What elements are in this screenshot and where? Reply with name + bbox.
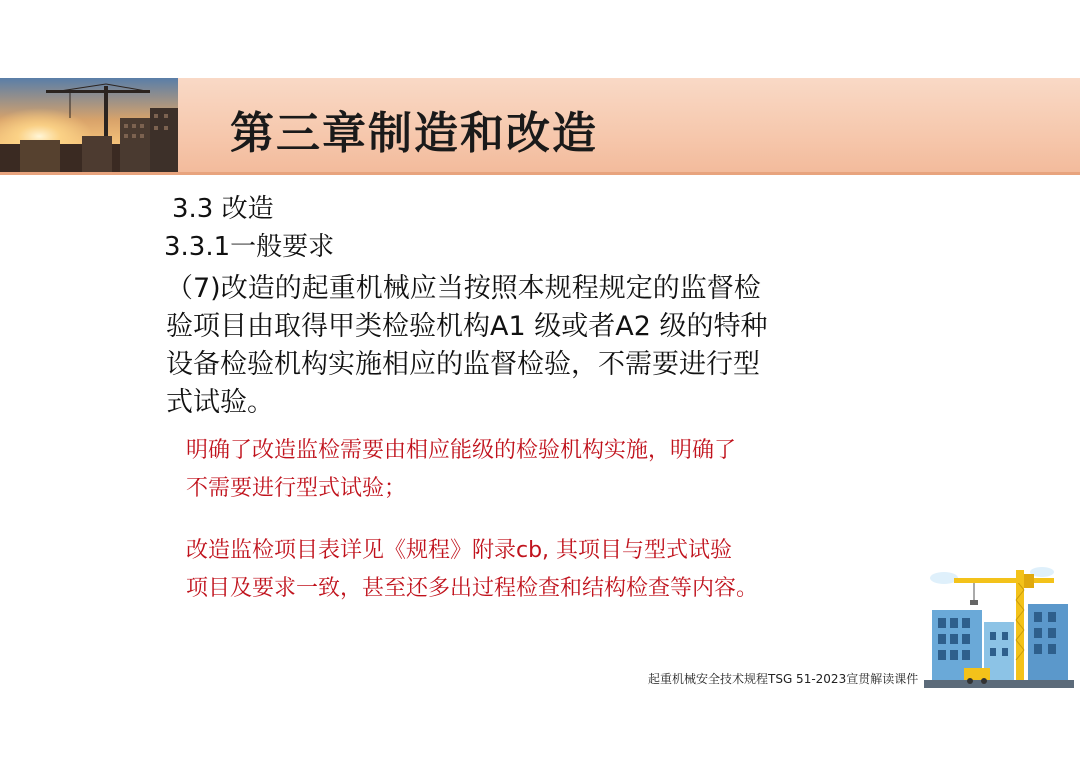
interpretation-note-1 [186, 432, 886, 508]
crane-building-illustration-icon [924, 560, 1074, 688]
regulation-clause [166, 270, 886, 422]
interpretation-note-2 [186, 532, 886, 608]
clause-line: 设备检验机构实施相应的监督检验，不需要进行型 [166, 349, 760, 380]
subsection-heading: 3.3.1一般要求 [164, 232, 335, 262]
note-line: 项目及要求一致，甚至还多出过程检查和结构检查等内容。 [186, 576, 759, 601]
construction-crane-photo-icon [0, 78, 178, 172]
clause-line: 验项目由取得甲类检验机构A1 级或者A2 级的特种 [166, 311, 768, 342]
section-heading: 3.3 改造 [172, 194, 274, 224]
note-line: 不需要进行型式试验； [186, 476, 407, 501]
header-underline [0, 172, 1080, 175]
clause-line: 式试验。 [166, 387, 274, 418]
note-line: 改造监检项目表详见《规程》附录cb, 其项目与型式试验 [186, 538, 733, 563]
footer-caption: 起重机械安全技术规程TSG 51-2023宣贯解读课件 [648, 672, 919, 686]
note-line: 明确了改造监检需要由相应能级的检验机构实施，明确了 [186, 438, 737, 463]
page-title: 第三章制造和改造 [230, 108, 598, 159]
clause-line: （7)改造的起重机械应当按照本规程规定的监督检 [166, 273, 761, 304]
